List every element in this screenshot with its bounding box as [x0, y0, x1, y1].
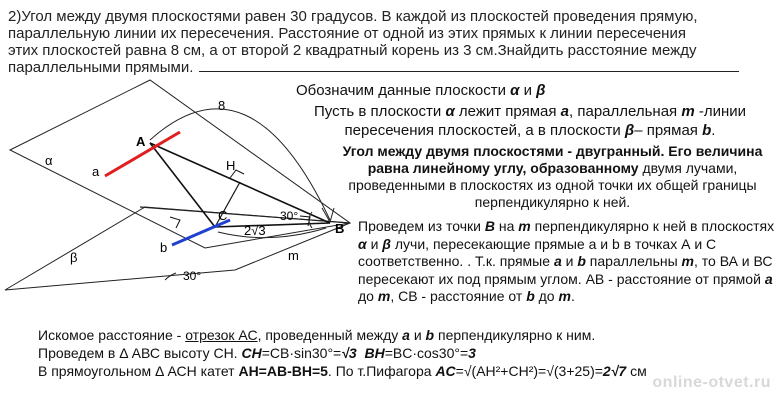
label-30-bottom: 30° — [183, 269, 202, 283]
angle-arc-bottom — [165, 273, 176, 280]
label-2sqrt3: 2√3 — [244, 223, 266, 238]
construction-m: m — [558, 288, 571, 304]
final-ch: CH — [241, 345, 262, 361]
segment-cb — [215, 223, 330, 227]
watermark: online-otvet.ru — [652, 374, 771, 391]
label-b-point: B — [335, 221, 345, 236]
assume-text: лежит прямая — [458, 103, 557, 120]
right-angle-c — [170, 217, 180, 228]
construction-text: параллельны — [589, 253, 678, 269]
final-ah: AH=AB-BH=5 — [238, 363, 328, 379]
label-alpha: α — [45, 153, 53, 168]
intro-and: и — [523, 82, 532, 99]
construction-text: , то ВА и ВС — [694, 253, 773, 269]
construction-b: b — [577, 253, 586, 269]
label-8: 8 — [218, 98, 226, 113]
construction-a: а — [764, 270, 773, 287]
assume-end: . — [711, 122, 716, 139]
dihedral-line-2 — [330, 160, 775, 177]
construction-m: m — [518, 218, 531, 234]
construction-b: b — [526, 288, 535, 304]
intro-text: Обозначим данные плоскости — [296, 82, 506, 99]
final-text: =√(AH²+CH²)=√(3+25)= — [455, 363, 603, 379]
final-a: а — [402, 327, 410, 343]
construction-text: лучи, пересекающие прямые а и b в точках А и С — [394, 235, 717, 252]
assume-line-2 — [288, 121, 772, 140]
assume-beta: β — [624, 122, 635, 139]
label-m: m — [288, 248, 299, 263]
final-ac: AC — [435, 363, 456, 379]
problem-line: параллельную линии их пересечения. Расстояние от одной из этих прямых к линии пересечения — [8, 25, 686, 42]
construction-text: соответственно. . Т.к. прямые — [358, 253, 551, 269]
final-text: и — [413, 327, 422, 343]
problem-line: этих плоскостей равна 8 см, а от второй 2 квадратный корень из 3 см.Знайдить расстояние между — [8, 42, 697, 59]
line-m — [140, 207, 350, 223]
final-ac-result: 2√7 — [602, 363, 627, 379]
label-line-a: a — [92, 164, 100, 179]
intro-beta: β — [536, 82, 546, 99]
label-a-point: A — [136, 134, 146, 149]
final-segment-ac: отрезок АС — [185, 327, 258, 343]
assume-text: пересечения плоскостей, а в плоскости — [344, 122, 621, 139]
assume-text: -линии — [698, 103, 747, 120]
construction-b-point: B — [484, 218, 495, 234]
final-text: В прямоугольном Δ АСН катет — [38, 363, 235, 379]
label-beta: β — [70, 250, 78, 265]
final-line-2 — [38, 344, 778, 362]
construction-line-3 — [358, 253, 778, 271]
dihedral-line-1: Угол между двумя плоскостями - двугранный. Его величина — [342, 143, 763, 159]
final-unit: см — [630, 363, 647, 379]
construction-text: перпендикулярно к ней в плоскостях — [534, 218, 775, 234]
construction-end: . — [570, 288, 575, 304]
solution-dihedral — [330, 143, 775, 211]
construction-text: до — [538, 288, 555, 304]
construction-text: и — [565, 253, 574, 269]
solution-final — [38, 326, 778, 380]
label-line-b: b — [160, 240, 168, 255]
construction-text: Проведем из точки — [358, 218, 481, 234]
assume-text: – прямая — [634, 122, 698, 139]
construction-text: до — [358, 288, 374, 304]
final-text: Искомое расстояние - — [38, 327, 182, 343]
final-bh-result: 3 — [468, 345, 476, 361]
solution-assume — [288, 102, 772, 140]
problem-statement — [8, 8, 774, 76]
label-c: C — [218, 208, 228, 223]
construction-line-2 — [358, 236, 778, 254]
segment-ac — [150, 143, 215, 227]
final-ch-result: √3 — [341, 345, 357, 361]
assume-a: a — [560, 103, 570, 120]
assume-alpha: α — [445, 103, 455, 120]
final-text: =CB·sin30°= — [261, 345, 342, 361]
assume-m: m — [681, 103, 695, 120]
construction-line-4 — [358, 271, 778, 289]
label-30-top: 30° — [280, 209, 299, 223]
dihedral-bold: равна линейному углу, образованному — [367, 160, 639, 176]
construction-m: m — [377, 288, 391, 304]
final-text: перпендикулярно к ним. — [437, 327, 596, 343]
construction-m: m — [681, 253, 694, 269]
label-h: H — [226, 158, 236, 173]
assume-b: b — [702, 122, 712, 139]
dihedral-rest: двумя лучами, — [638, 160, 738, 176]
intro-alpha: α — [510, 82, 520, 99]
construction-line-1 — [358, 218, 778, 236]
construction-line-5 — [358, 288, 778, 306]
assume-text: , параллельная — [569, 103, 678, 120]
final-text: Проведем в Δ АВС высоту СН. — [38, 345, 238, 361]
assume-text: Пусть в плоскости — [313, 103, 442, 120]
problem-line-text: параллельными прямыми. — [8, 59, 194, 76]
construction-text: на — [498, 218, 515, 234]
construction-text: и — [370, 235, 379, 252]
problem-line: 2)Угол между двумя плоскостями равен 30 градусов. В каждой из плоскостей проведения прямую, — [8, 8, 698, 25]
dihedral-line-4: перпендикулярно к ней. — [474, 194, 631, 210]
final-text: . По т.Пифагора — [327, 363, 432, 379]
construction-beta: β — [382, 235, 391, 252]
final-bh: BH — [364, 345, 385, 361]
construction-text: пересекают их под прямым углом. АВ - расстояние от прямой — [358, 270, 761, 287]
construction-a: a — [553, 253, 562, 269]
final-line-1 — [38, 326, 778, 344]
solution-construction — [358, 218, 778, 306]
solution-intro — [296, 82, 545, 99]
assume-line-1 — [288, 102, 772, 121]
final-b: b — [425, 327, 435, 343]
construction-alpha: α — [358, 235, 367, 252]
dihedral-line-3: проведенными в плоскостях из одной точки их общей границы — [348, 177, 757, 193]
final-text: =BC·cos30°= — [384, 345, 469, 361]
construction-text: , СВ - расстояние от — [390, 288, 523, 304]
final-text: , проведенный между — [257, 327, 399, 343]
